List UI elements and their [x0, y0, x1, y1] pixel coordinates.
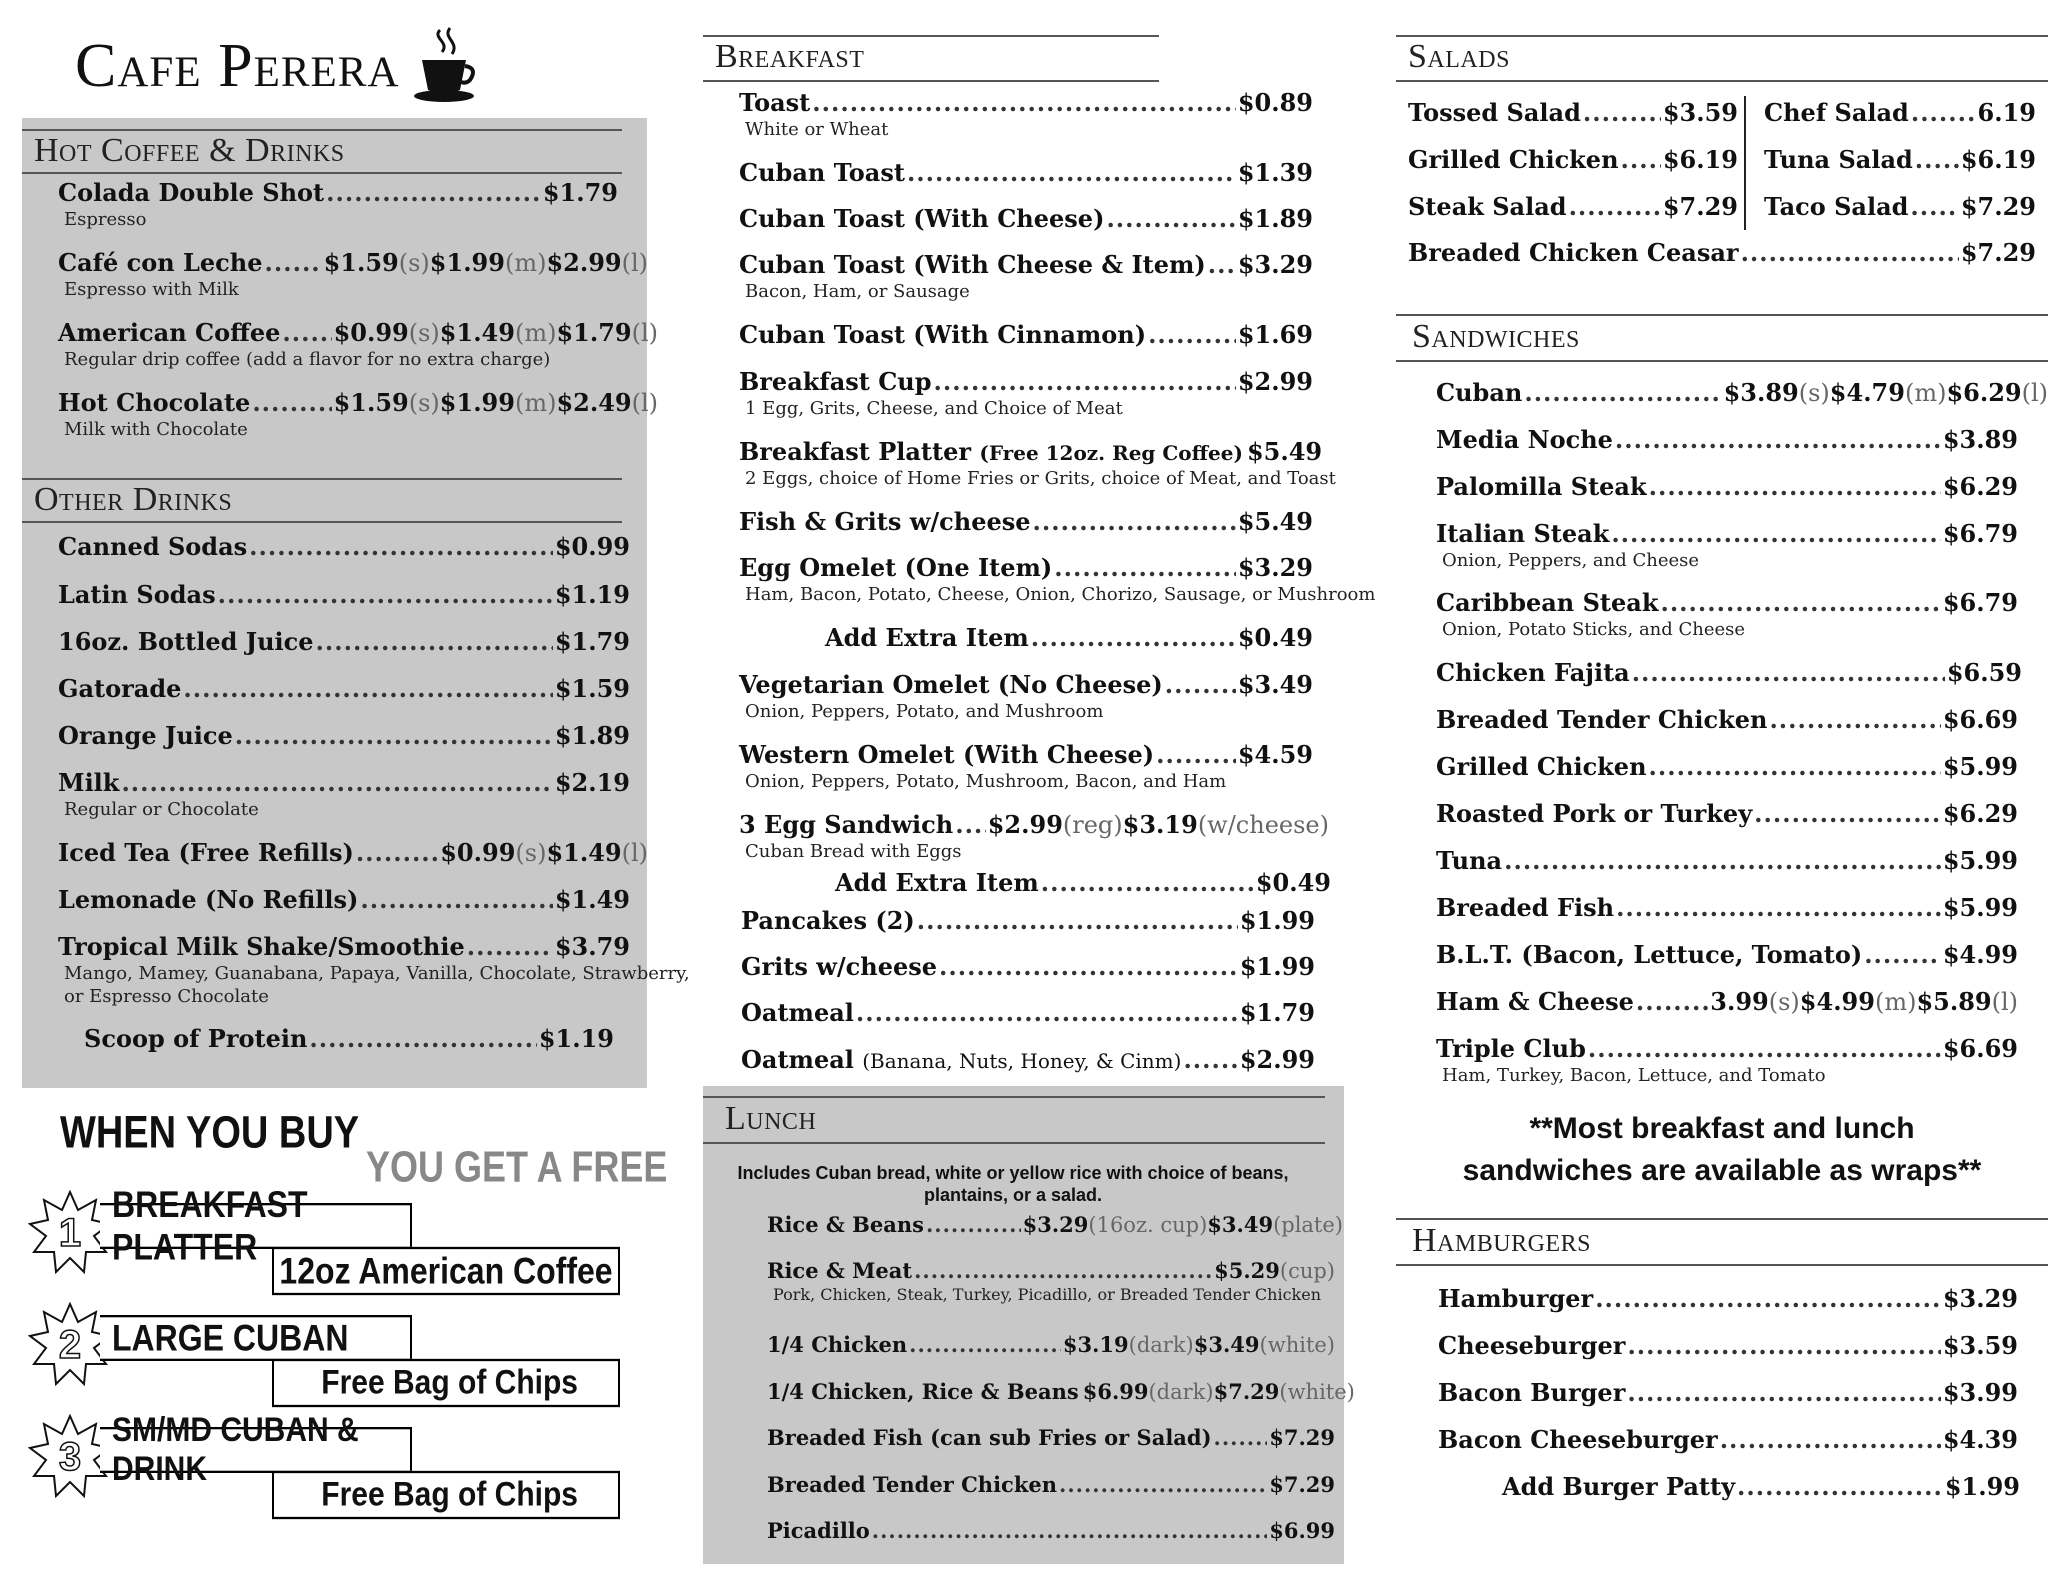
menu-item: Chicken Fajita ..... $6.59 [1436, 658, 2048, 687]
menu-item: Western Omelet (With Cheese) ..... $4.59 Onion, Peppers, Potato, Mushroom, Bacon, and Ham [739, 740, 1343, 792]
menu-item: Bacon Burger ..... $3.99 [1438, 1378, 2048, 1407]
menu-item: Breaded Tender Chicken ..... $6.69 [1436, 705, 2048, 734]
menu-item: Add Extra Item ..... $0.49 [825, 623, 1343, 652]
menu-item: Grilled Chicken ..... $5.99 [1436, 752, 2048, 781]
promo-free-box: Free Bag of Chips [272, 1359, 620, 1407]
menu-item: Egg Omelet (One Item) ..... $3.29 Ham, Bacon, Potato, Cheese, Onion, Chorizo, Sausage, or Mushroom [739, 553, 1343, 605]
hot-coffee-title: Hot Coffee & Drinks [34, 132, 345, 169]
menu-item: Triple Club ..... $6.69 Ham, Turkey, Bacon, Lettuce, and Tomato [1436, 1034, 2048, 1086]
menu-item: Grits w/cheese ..... $1.99 [741, 952, 1343, 981]
promo-buy-box: SM/MD CUBAN & DRINK [100, 1427, 412, 1473]
menu-item: Gatorade ..... $1.59 [58, 674, 647, 703]
sandwiches-title: Sandwiches [1412, 318, 1580, 355]
lunch-intro: Includes Cuban bread, white or yellow rice with choice of beans, plantains, or a salad. [737, 1163, 1289, 1205]
menu-item: Pancakes (2) ..... $1.99 [741, 906, 1343, 935]
menu-item: Caribbean Steak ..... $6.79 Onion, Potato Sticks, and Cheese [1436, 588, 2048, 640]
promo-when: WHEN YOU BUY [60, 1107, 360, 1159]
brand-name: Cafe Perera [75, 31, 400, 100]
menu-item: Chef Salad ..... 6.19 [1764, 98, 2048, 127]
menu-item: Cuban Toast (With Cheese & Item) ..... $3.29 Bacon, Ham, or Sausage [739, 250, 1343, 302]
menu-item: Iced Tea (Free Refills) ..... $0.99(s)$1.49(l) [58, 838, 647, 867]
menu-item: Steak Salad ..... $7.29 [1408, 192, 2048, 221]
menu-item: Vegetarian Omelet (No Cheese) ..... $3.49 Onion, Peppers, Potato, and Mushroom [739, 670, 1343, 722]
menu-item: B.L.T. (Bacon, Lettuce, Tomato) ..... $4.99 [1436, 940, 2048, 969]
menu-item: Roasted Pork or Turkey ..... $6.29 [1436, 799, 2048, 828]
promo-get: YOU GET A FREE [366, 1141, 668, 1191]
menu-item: Bacon Cheeseburger ..... $4.39 [1438, 1425, 2048, 1454]
menu-item: Milk ..... $2.19 Regular or Chocolate [58, 768, 647, 820]
promo-free-box: 12oz American Coffee [272, 1247, 620, 1295]
menu-item: Fish & Grits w/cheese ..... $5.49 [739, 507, 1343, 536]
menu-item: Orange Juice ..... $1.89 [58, 721, 647, 750]
menu-item: Breakfast Cup ..... $2.99 1 Egg, Grits, Cheese, and Choice of Meat [739, 367, 1343, 419]
menu-item: Oatmeal (Banana, Nuts, Honey, & Cinm) ..... $2.99 [741, 1045, 1343, 1074]
menu-item: Latin Sodas ..... $1.19 [58, 580, 647, 609]
menu-item: Media Noche ..... $3.89 [1436, 425, 2048, 454]
menu-item: Breaded Tender Chicken ..... $7.29 [767, 1472, 1344, 1497]
menu-item: Breaded Fish (can sub Fries or Salad) ..... $7.29 [767, 1425, 1344, 1450]
svg-text:2: 2 [58, 1323, 82, 1367]
svg-text:3: 3 [58, 1435, 82, 1479]
menu-item: Café con Leche ..... $1.59(s)$1.99(m)$2.99(l) Espresso with Milk [58, 248, 658, 300]
menu-item: Add Burger Patty ..... $1.99 [1502, 1472, 2048, 1501]
menu-item: Breakfast Platter (Free 12oz. Reg Coffee) $5.49 2 Eggs, choice of Home Fries or Grits, choice of Meat, and Toast [739, 437, 1336, 489]
other-drinks-title: Other Drinks [34, 481, 233, 518]
menu-item: 1/4 Chicken ..... $3.19(dark)$3.49(white) [767, 1332, 1344, 1357]
menu-item: Cheeseburger ..... $3.59 [1438, 1331, 2048, 1360]
salads-title: Salads [1408, 38, 1510, 75]
menu-item: Palomilla Steak ..... $6.29 [1436, 472, 2048, 501]
promo-buy-box: LARGE CUBAN [100, 1315, 412, 1361]
promo-free-box: Free Bag of Chips [272, 1471, 620, 1519]
breakfast-title: Breakfast [715, 38, 865, 75]
menu-item: Colada Double Shot ..... $1.79 Espresso [58, 178, 640, 230]
svg-text:1: 1 [58, 1211, 82, 1255]
menu-item: Oatmeal ..... $1.79 [741, 998, 1343, 1027]
menu-item: Grilled Chicken ..... $6.19 [1408, 145, 2048, 174]
menu-item: Cuban ..... $3.89(s)$4.79(m)$6.29(l) [1436, 378, 2048, 407]
menu-item: Tuna Salad ..... $6.19 [1764, 145, 2048, 174]
menu-item: 1/4 Chicken, Rice & Beans $6.99(dark)$7.29(white) [767, 1379, 1355, 1404]
promo-buy-box: BREAKFAST PLATTER [100, 1203, 412, 1249]
menu-item: Breaded Fish ..... $5.99 [1436, 893, 2048, 922]
menu-item: Scoop of Protein ..... $1.19 [84, 1024, 647, 1053]
menu-item: Ham & Cheese ..... 3.99(s)$4.99(m)$5.89(l) [1436, 987, 2048, 1016]
menu-item: Tropical Milk Shake/Smoothie ..... $3.79 Mango, Mamey, Guanabana, Papaya, Vanilla, Chocolate, Strawberry, or Espresso Chocolate [58, 932, 647, 1007]
coffee-cup-icon [410, 26, 480, 106]
menu-item: Add Extra Item ..... $0.49 [835, 868, 1343, 897]
brand-logo [75, 26, 480, 106]
menu-item: Breaded Chicken Ceasar ..... $7.29 [1408, 238, 2048, 267]
menu-item: Hot Chocolate ..... $1.59(s)$1.99(m)$2.49(l) Milk with Chocolate [58, 388, 658, 440]
menu-item: Picadillo ..... $6.99 [767, 1518, 1344, 1543]
menu-item: Toast ..... $0.89 White or Wheat [739, 88, 1343, 140]
menu-item: American Coffee ..... $0.99(s)$1.49(m)$1.79(l) Regular drip coffee (add a flavor for no extra charge) [58, 318, 658, 370]
menu-item: Cuban Toast (With Cheese) ..... $1.89 [739, 204, 1343, 233]
menu-item: Cuban Toast (With Cinnamon) ..... $1.69 [739, 320, 1343, 349]
lunch-title: Lunch [725, 1100, 817, 1137]
menu-item: Lemonade (No Refills) ..... $1.49 [58, 885, 647, 914]
menu-item: Canned Sodas ..... $0.99 [58, 532, 647, 561]
hamburgers-title: Hamburgers [1412, 1222, 1591, 1259]
menu-item: Taco Salad ..... $7.29 [1764, 192, 2048, 221]
menu-item: Hamburger ..... $3.29 [1438, 1284, 2048, 1313]
menu-item: 3 Egg Sandwich ..... $2.99(reg)$3.19(w/cheese) Cuban Bread with Eggs [739, 810, 1343, 862]
menu-item: Cuban Toast ..... $1.39 [739, 158, 1343, 187]
menu-item: Tuna ..... $5.99 [1436, 846, 2048, 875]
menu-item: 16oz. Bottled Juice ..... $1.79 [58, 627, 647, 656]
menu-item: Italian Steak ..... $6.79 Onion, Peppers, and Cheese [1436, 519, 2048, 571]
menu-item: Rice & Beans ..... $3.29(16oz. cup)$3.49(plate) [767, 1212, 1344, 1237]
menu-item: Tossed Salad ..... $3.59 [1408, 98, 2048, 127]
menu-item: Rice & Meat ..... $5.29(cup) Pork, Chicken, Steak, Turkey, Picadillo, or Breaded Tender Chicken [767, 1258, 1344, 1304]
wrap-note: **Most breakfast and lunch sandwiches are available as wraps** [1462, 1112, 1982, 1187]
